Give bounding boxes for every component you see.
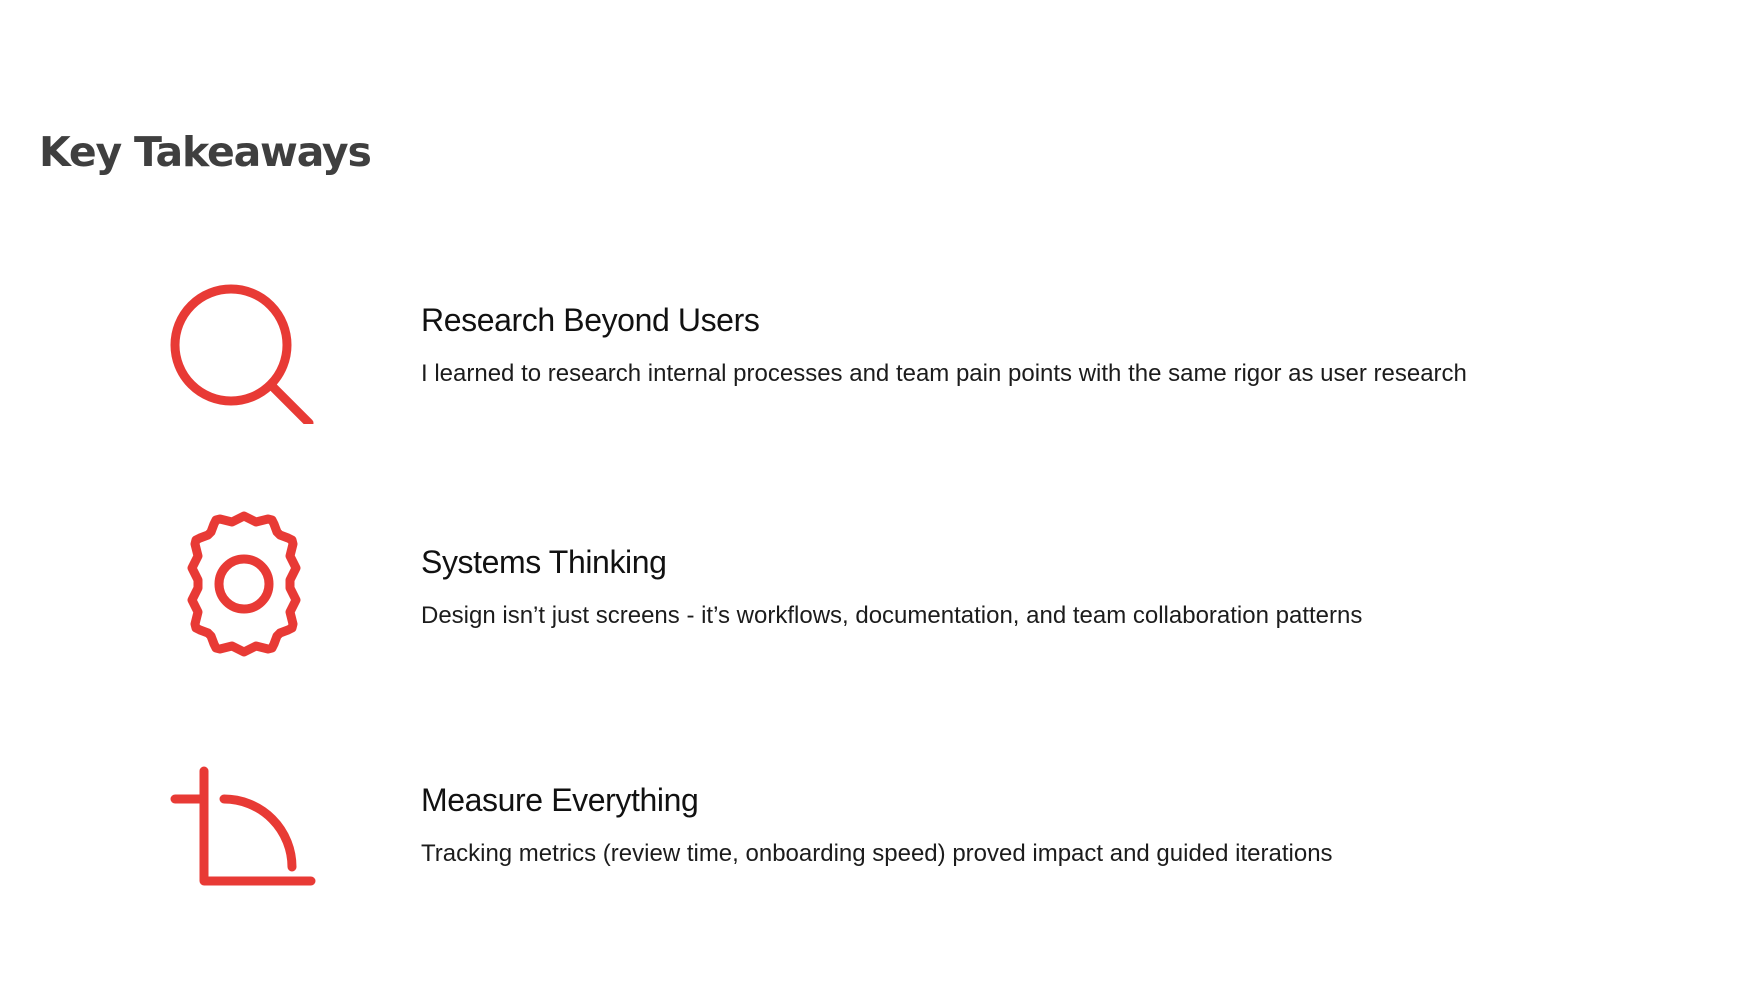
takeaway-description: I learned to research internal processes and team pain points with the same rigor as user research <box>421 360 1467 387</box>
search-icon <box>168 272 320 424</box>
takeaway-systems <box>0 508 1748 678</box>
takeaway-description: Design isn’t just screens - it’s workflows, documentation, and team collaboration patterns <box>421 602 1363 629</box>
takeaway-research <box>0 272 1748 442</box>
takeaway-measure <box>0 760 1748 930</box>
takeaway-heading: Measure Everything <box>421 782 699 818</box>
takeaway-description: Tracking metrics (review time, onboarding speed) proved impact and guided iterations <box>421 840 1333 867</box>
takeaway-heading: Systems Thinking <box>421 544 667 580</box>
gear-icon <box>168 508 320 660</box>
page-title: Key Takeaways <box>39 128 371 176</box>
chart-icon <box>168 760 320 912</box>
takeaway-heading: Research Beyond Users <box>421 302 760 338</box>
